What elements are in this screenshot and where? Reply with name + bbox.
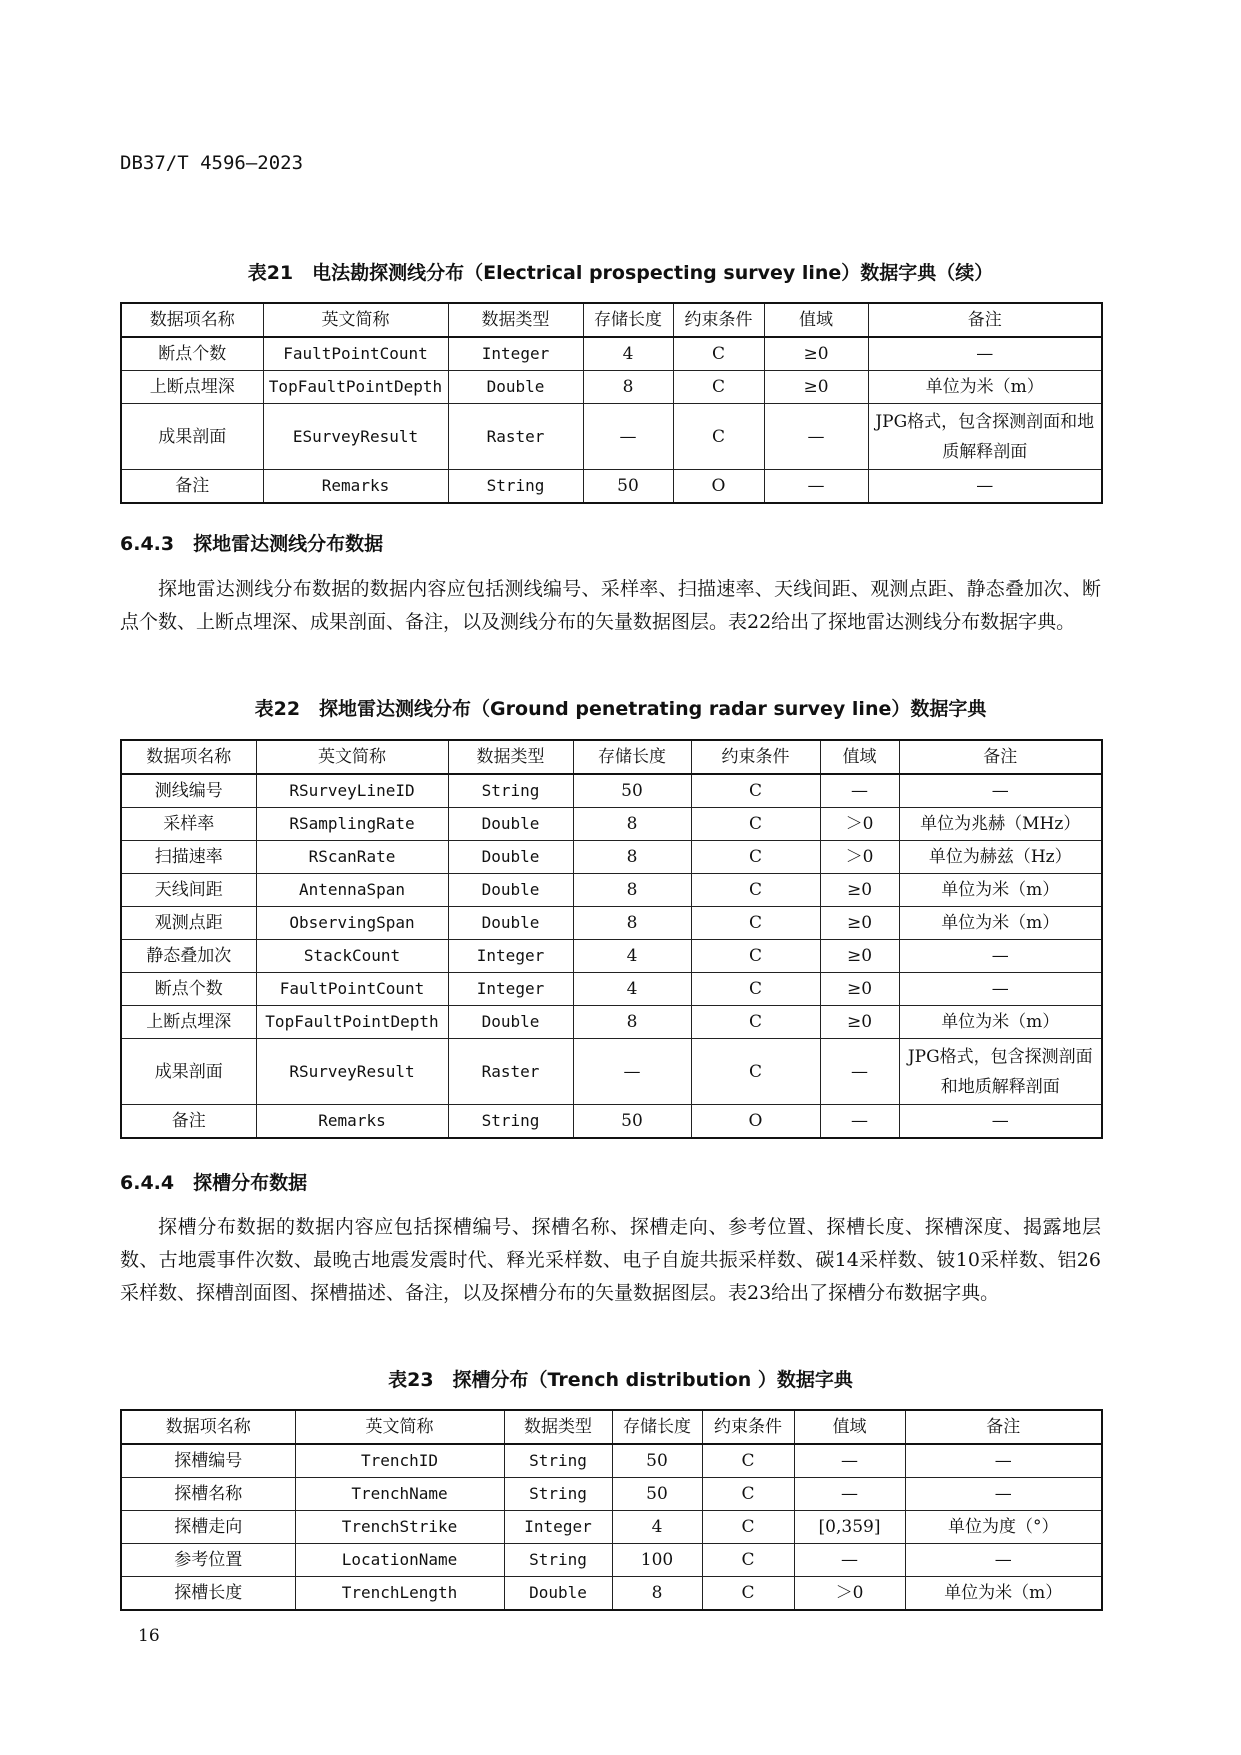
table-cell: Double: [504, 1577, 612, 1611]
table-cell: 扫描速率: [121, 841, 256, 874]
table-cell: 成果剖面: [121, 404, 263, 470]
table-cell: —: [905, 1478, 1102, 1511]
column-header: 备注: [868, 303, 1102, 337]
table-cell: Double: [448, 841, 573, 874]
table-cell: 探槽编号: [121, 1444, 295, 1478]
table-cell: C: [691, 841, 820, 874]
table-cell: 单位为米（m）: [905, 1577, 1102, 1611]
table-cell: —: [899, 973, 1102, 1006]
table-cell: 断点个数: [121, 973, 256, 1006]
table-row: [121, 371, 1102, 404]
table-header-row: [121, 740, 1102, 774]
table-row: [121, 337, 1102, 371]
column-header: 数据类型: [448, 740, 573, 774]
table-cell: 8: [573, 907, 691, 940]
table-cell: —: [583, 404, 673, 470]
table-cell: O: [691, 1105, 820, 1139]
table-cell: C: [673, 404, 764, 470]
document-id: DB37/T 4596—2023: [120, 152, 304, 174]
table-cell: 100: [612, 1544, 702, 1577]
table-cell: ≥0: [820, 874, 899, 907]
table-cell: 8: [573, 1006, 691, 1039]
table-cell: ObservingSpan: [256, 907, 448, 940]
table-row: [121, 1039, 1102, 1105]
table-cell: 上断点埋深: [121, 1006, 256, 1039]
table-row: [121, 1511, 1102, 1544]
column-header: 英文简称: [263, 303, 448, 337]
table-header-row: [121, 1410, 1102, 1444]
column-header: 备注: [905, 1410, 1102, 1444]
column-header: 值域: [794, 1410, 905, 1444]
table-cell: —: [868, 470, 1102, 504]
table-cell: C: [702, 1577, 794, 1611]
page-number: 16: [138, 1626, 160, 1646]
table-cell: 单位为赫兹（Hz）: [899, 841, 1102, 874]
table-cell: Integer: [448, 940, 573, 973]
table-cell: ESurveyResult: [263, 404, 448, 470]
table-cell: 单位为米（m）: [899, 874, 1102, 907]
table-cell: C: [702, 1444, 794, 1478]
table-row: [121, 774, 1102, 808]
table-cell: 4: [573, 973, 691, 1006]
table-cell: ≥0: [820, 907, 899, 940]
table-row: [121, 404, 1102, 470]
table-cell: 单位为度（°）: [905, 1511, 1102, 1544]
column-header: 数据项名称: [121, 1410, 295, 1444]
table-cell: —: [899, 1105, 1102, 1139]
table-cell: Integer: [448, 337, 583, 371]
table-cell: String: [504, 1544, 612, 1577]
table-cell: 4: [573, 940, 691, 973]
table-cell: 备注: [121, 470, 263, 504]
table-cell: [0,359]: [794, 1511, 905, 1544]
table-cell: RSamplingRate: [256, 808, 448, 841]
table-cell: Double: [448, 1006, 573, 1039]
table-cell: JPG格式，包含探测剖面和地质解释剖面: [868, 404, 1102, 470]
section-644-paragraph: 探槽分布数据的数据内容应包括探槽编号、探槽名称、探槽走向、参考位置、探槽长度、探槽深度、揭露地层数、古地震事件次数、最晚古地震发震时代、释光采样数、电子自旋共振采样数、碳14采样数、铍10采样数、铝26采样数、探槽剖面图、探槽描述、备注，以及探槽分布的矢量数据图层。表23给出了探槽分布数据字典。: [120, 1216, 1101, 1304]
column-header: 存储长度: [583, 303, 673, 337]
table-cell: 8: [583, 371, 673, 404]
table-cell: —: [905, 1544, 1102, 1577]
table-row: [121, 973, 1102, 1006]
table-cell: TrenchName: [295, 1478, 504, 1511]
table-cell: C: [691, 1039, 820, 1105]
table-row: [121, 808, 1102, 841]
table-cell: —: [764, 470, 868, 504]
table-cell: FaultPointCount: [256, 973, 448, 1006]
table-cell: 50: [583, 470, 673, 504]
table-cell: RScanRate: [256, 841, 448, 874]
table-cell: Double: [448, 808, 573, 841]
table-cell: —: [820, 1105, 899, 1139]
table-row: [121, 1577, 1102, 1611]
table-cell: 50: [573, 1105, 691, 1139]
table-cell: —: [899, 940, 1102, 973]
table22-title: 表22 探地雷达测线分布（Ground penetrating radar survey line）数据字典: [254, 698, 987, 720]
table-row: [121, 874, 1102, 907]
table-cell: 上断点埋深: [121, 371, 263, 404]
table-cell: C: [691, 940, 820, 973]
table-cell: TrenchID: [295, 1444, 504, 1478]
table-cell: C: [691, 1006, 820, 1039]
table-cell: ≥0: [820, 1006, 899, 1039]
table-cell: ≥0: [764, 337, 868, 371]
table-cell: StackCount: [256, 940, 448, 973]
table22: [120, 739, 1103, 1139]
table-cell: Double: [448, 907, 573, 940]
table-cell: 参考位置: [121, 1544, 295, 1577]
table-cell: Raster: [448, 1039, 573, 1105]
column-header: 存储长度: [573, 740, 691, 774]
table-cell: —: [820, 774, 899, 808]
table-cell: Double: [448, 874, 573, 907]
table-cell: 单位为兆赫（MHz）: [899, 808, 1102, 841]
table21: [120, 302, 1103, 504]
table-cell: 单位为米（m）: [899, 1006, 1102, 1039]
table-cell: —: [794, 1444, 905, 1478]
table-cell: 8: [573, 808, 691, 841]
table-cell: RSurveyLineID: [256, 774, 448, 808]
table-cell: LocationName: [295, 1544, 504, 1577]
table-cell: —: [868, 337, 1102, 371]
table-cell: String: [504, 1478, 612, 1511]
column-header: 数据类型: [504, 1410, 612, 1444]
table-row: [121, 470, 1102, 504]
table-cell: —: [764, 404, 868, 470]
table-cell: String: [448, 470, 583, 504]
table-cell: 成果剖面: [121, 1039, 256, 1105]
section-644-heading: 6.4.4 探槽分布数据: [120, 1172, 308, 1194]
table-cell: 断点个数: [121, 337, 263, 371]
table-cell: C: [691, 874, 820, 907]
table-cell: JPG格式，包含探测剖面和地质解释剖面: [899, 1039, 1102, 1105]
table-cell: —: [573, 1039, 691, 1105]
column-header: 存储长度: [612, 1410, 702, 1444]
table-cell: ≥0: [820, 973, 899, 1006]
table-cell: 单位为米（m）: [868, 371, 1102, 404]
table-cell: 8: [573, 841, 691, 874]
table-cell: String: [448, 774, 573, 808]
table-cell: TopFaultPointDepth: [256, 1006, 448, 1039]
column-header: 备注: [899, 740, 1102, 774]
section-643-heading: 6.4.3 探地雷达测线分布数据: [120, 533, 384, 555]
table-row: [121, 1544, 1102, 1577]
table-cell: Integer: [504, 1511, 612, 1544]
column-header: 数据类型: [448, 303, 583, 337]
table-cell: 4: [612, 1511, 702, 1544]
table-cell: —: [905, 1444, 1102, 1478]
table-row: [121, 1444, 1102, 1478]
column-header: 值域: [764, 303, 868, 337]
table-cell: Remarks: [256, 1105, 448, 1139]
table-cell: C: [702, 1544, 794, 1577]
table-cell: ＞0: [820, 808, 899, 841]
table23: [120, 1409, 1103, 1611]
table-cell: Double: [448, 371, 583, 404]
table-row: [121, 940, 1102, 973]
table-cell: —: [899, 774, 1102, 808]
table-cell: —: [820, 1039, 899, 1105]
table-cell: 静态叠加次: [121, 940, 256, 973]
table-header-row: [121, 303, 1102, 337]
table-cell: ≥0: [820, 940, 899, 973]
table-cell: —: [794, 1544, 905, 1577]
table23-title: 表23 探槽分布（Trench distribution ）数据字典: [388, 1369, 853, 1391]
table-row: [121, 1006, 1102, 1039]
table-cell: C: [691, 907, 820, 940]
table-cell: 8: [573, 874, 691, 907]
table-row: [121, 907, 1102, 940]
table-cell: TopFaultPointDepth: [263, 371, 448, 404]
table-cell: 采样率: [121, 808, 256, 841]
column-header: 数据项名称: [121, 303, 263, 337]
table-cell: FaultPointCount: [263, 337, 448, 371]
table-cell: AntennaSpan: [256, 874, 448, 907]
column-header: 数据项名称: [121, 740, 256, 774]
table-cell: C: [673, 337, 764, 371]
table-cell: 8: [612, 1577, 702, 1611]
table-cell: Remarks: [263, 470, 448, 504]
table-cell: TrenchStrike: [295, 1511, 504, 1544]
table-cell: C: [702, 1478, 794, 1511]
table-cell: C: [702, 1511, 794, 1544]
table-cell: 4: [583, 337, 673, 371]
table-row: [121, 841, 1102, 874]
table-cell: C: [673, 371, 764, 404]
table-cell: ≥0: [764, 371, 868, 404]
column-header: 英文简称: [295, 1410, 504, 1444]
section-643-paragraph: 探地雷达测线分布数据的数据内容应包括测线编号、采样率、扫描速率、天线间距、观测点距、静态叠加次、断点个数、上断点埋深、成果剖面、备注，以及测线分布的矢量数据图层。表22给出了探地雷达测线分布数据字典。: [120, 578, 1101, 633]
table-cell: ＞0: [794, 1577, 905, 1611]
table-cell: 单位为米（m）: [899, 907, 1102, 940]
column-header: 值域: [820, 740, 899, 774]
table21-title: 表21 电法勘探测线分布（Electrical prospecting survey line）数据字典（续）: [247, 262, 994, 284]
table-cell: 观测点距: [121, 907, 256, 940]
column-header: 约束条件: [702, 1410, 794, 1444]
table-cell: 探槽长度: [121, 1577, 295, 1611]
table-cell: 测线编号: [121, 774, 256, 808]
table-row: [121, 1478, 1102, 1511]
column-header: 约束条件: [691, 740, 820, 774]
table-cell: —: [794, 1478, 905, 1511]
table-cell: Raster: [448, 404, 583, 470]
table-cell: RSurveyResult: [256, 1039, 448, 1105]
table-cell: ＞0: [820, 841, 899, 874]
table-cell: C: [691, 808, 820, 841]
column-header: 英文简称: [256, 740, 448, 774]
table-cell: 探槽名称: [121, 1478, 295, 1511]
table-cell: 50: [612, 1444, 702, 1478]
table-cell: TrenchLength: [295, 1577, 504, 1611]
table-cell: O: [673, 470, 764, 504]
table-cell: C: [691, 774, 820, 808]
table-cell: 探槽走向: [121, 1511, 295, 1544]
table-cell: String: [504, 1444, 612, 1478]
table-cell: C: [691, 973, 820, 1006]
table-row: [121, 1105, 1102, 1139]
table-cell: 50: [612, 1478, 702, 1511]
table-cell: 天线间距: [121, 874, 256, 907]
table-cell: String: [448, 1105, 573, 1139]
table-cell: 50: [573, 774, 691, 808]
table-cell: Integer: [448, 973, 573, 1006]
table-cell: 备注: [121, 1105, 256, 1139]
column-header: 约束条件: [673, 303, 764, 337]
